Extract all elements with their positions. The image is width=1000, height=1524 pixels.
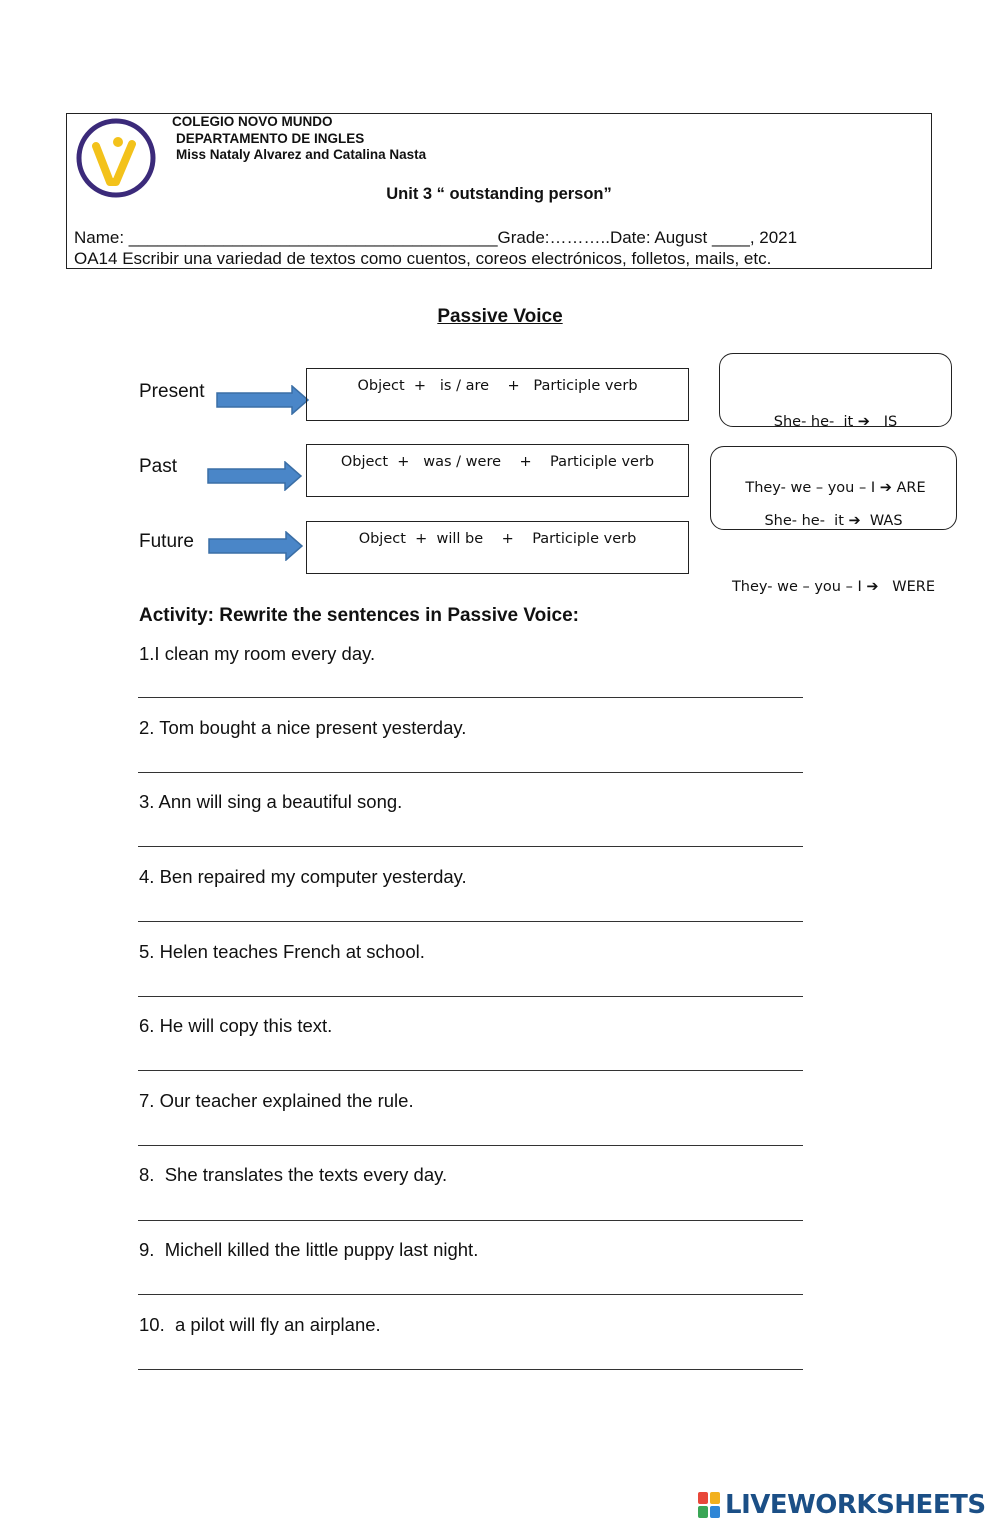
school-name: COLEGIO NOVO MUNDO (172, 114, 333, 129)
answer-line[interactable] (138, 846, 803, 847)
answer-line[interactable] (138, 772, 803, 773)
question-text: 8. She translates the texts every day. (139, 1164, 448, 1185)
activity-title: Activity: Rewrite the sentences in Passive Voice: (139, 605, 579, 626)
question-text: 7. Our teacher explained the rule. (139, 1090, 414, 1111)
formula-box-future: Object + will be + Participle verb (306, 521, 689, 574)
question-text: 6. He will copy this text. (139, 1015, 333, 1036)
answer-line[interactable] (138, 1070, 803, 1071)
arrow-right-icon (207, 461, 303, 491)
question-text: 1.I clean my room every day. (139, 643, 376, 664)
answer-line[interactable] (138, 1369, 803, 1370)
question-text: 10. a pilot will fly an airplane. (139, 1314, 381, 1335)
answer-line[interactable] (138, 1294, 803, 1295)
tense-label-present: Present (139, 381, 205, 402)
rule-past-line2: They- we – you – I ➔ WERE (731, 579, 936, 595)
arrow-right-icon (208, 531, 304, 561)
learning-objective: OA14 Escribir una variedad de textos como cuentos, coreos electrónicos, folletos, mails, etc. (74, 249, 772, 268)
teacher-names: Miss Nataly Alvarez and Catalina Nasta (176, 147, 427, 162)
unit-title: Unit 3 “ outstanding person” (386, 185, 612, 203)
rule-present-line2: They- we – you – I ➔ ARE (745, 480, 926, 496)
question-text: 3. Ann will sing a beautiful song. (139, 791, 403, 812)
tense-label-past: Past (139, 456, 178, 477)
brand-name: LIVEWORKSHEETS (725, 1490, 986, 1520)
section-title: Passive Voice (437, 306, 563, 327)
footer-brand[interactable] (697, 1488, 986, 1522)
answer-line[interactable] (138, 996, 803, 997)
answer-line[interactable] (138, 1220, 803, 1221)
department-name: DEPARTAMENTO DE INGLES (176, 131, 365, 146)
answer-line[interactable] (138, 697, 803, 698)
arrow-right-icon (216, 385, 310, 415)
rule-box-present (719, 353, 952, 496)
question-text: 5. Helen teaches French at school. (139, 941, 425, 962)
tense-label-future: Future (139, 531, 194, 552)
rule-present-line1: She- he- it ➔ IS (773, 414, 898, 430)
formula-box-past: Object + was / were + Participle verb (306, 444, 689, 497)
rule-past-line1: She- he- it ➔ WAS (764, 513, 903, 529)
question-text: 2. Tom bought a nice present yesterday. (139, 717, 467, 738)
question-text: 4. Ben repaired my computer yesterday. (139, 866, 467, 887)
answer-line[interactable] (138, 921, 803, 922)
name-grade-date-line[interactable]: Name: _______________________________________Grade:………..Date: August ____, 2021 (74, 228, 798, 247)
liveworksheets-logo-icon (697, 1490, 721, 1520)
formula-box-present: Object + is / are + Participle verb (306, 368, 689, 421)
answer-line[interactable] (138, 1145, 803, 1146)
question-text: 9. Michell killed the little puppy last night. (139, 1239, 479, 1260)
rule-box-past (710, 446, 957, 595)
